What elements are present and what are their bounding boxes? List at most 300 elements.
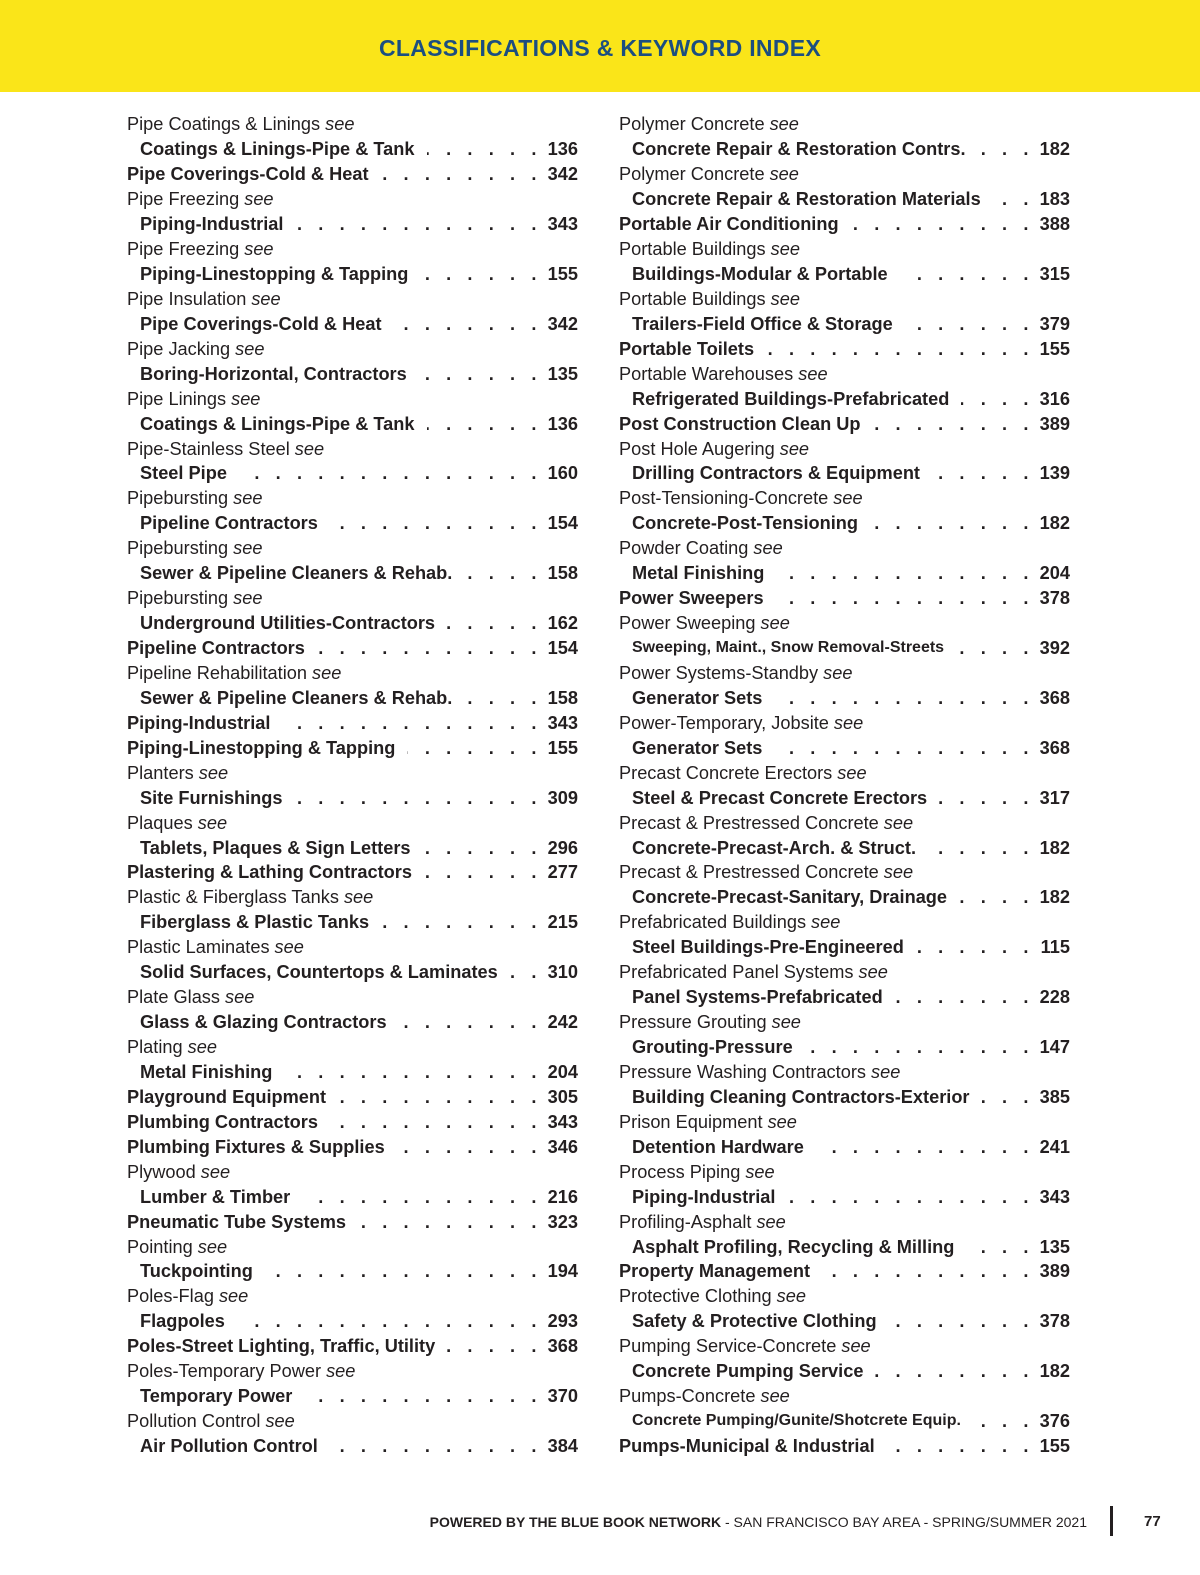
dot-leader xyxy=(959,888,1034,906)
dot-leader xyxy=(822,1262,1034,1280)
index-target-entry xyxy=(619,735,1070,760)
index-term: Pneumatic Tube Systems xyxy=(127,1211,346,1232)
index-target-entry xyxy=(127,835,578,860)
dot-leader xyxy=(816,1138,1034,1156)
index-term: Coatings & Linings-Pipe & Tank xyxy=(140,139,415,160)
index-target-entry xyxy=(127,361,578,386)
index-term: Concrete-Post-Tensioning xyxy=(632,513,859,534)
index-main-entry xyxy=(619,1434,1070,1459)
index-term: Property Management xyxy=(619,1261,811,1282)
dot-leader xyxy=(875,1362,1034,1380)
index-main-entry xyxy=(127,1134,578,1159)
see-label: see xyxy=(218,1286,249,1307)
index-term: Pollution Control xyxy=(127,1411,261,1432)
index-reference-entry xyxy=(619,760,1070,785)
index-target-entry xyxy=(619,137,1070,162)
index-term: Pipe-Stainless Steel xyxy=(127,438,290,459)
see-label: see xyxy=(870,1061,901,1082)
dot-leader xyxy=(381,165,542,183)
dot-leader xyxy=(932,464,1034,482)
index-reference-entry xyxy=(127,885,578,910)
dot-leader xyxy=(766,340,1034,358)
index-target-entry xyxy=(619,1234,1070,1259)
index-reference-entry xyxy=(619,910,1070,935)
page-reference: 378 xyxy=(1039,588,1070,609)
page-reference: 242 xyxy=(547,1012,578,1033)
index-term: Generator Sets xyxy=(632,687,763,708)
index-term: Panel Systems-Prefabricated xyxy=(632,987,883,1008)
see-label: see xyxy=(745,1161,775,1182)
index-target-entry xyxy=(127,411,578,436)
page-reference: 368 xyxy=(1039,687,1070,708)
dot-leader xyxy=(787,1188,1034,1206)
page-reference: 378 xyxy=(1039,1311,1070,1332)
index-target-entry xyxy=(619,935,1070,960)
see-label: see xyxy=(823,662,853,683)
page-reference: 342 xyxy=(547,313,578,334)
index-term: Pumps-Municipal & Industrial xyxy=(619,1436,875,1457)
see-label: see xyxy=(198,762,229,783)
index-reference-entry xyxy=(127,760,578,785)
index-main-entry xyxy=(619,1259,1070,1284)
see-label: see xyxy=(325,114,355,135)
page-reference: 376 xyxy=(1039,1411,1070,1432)
index-term: Piping-Linestopping & Tapping xyxy=(140,263,409,284)
index-reference-entry xyxy=(619,611,1070,636)
see-label: see xyxy=(343,887,374,908)
dot-leader xyxy=(851,215,1034,233)
index-term: Precast & Prestressed Concrete xyxy=(619,862,879,883)
index-reference-entry xyxy=(619,810,1070,835)
index-term: Plumbing Contractors xyxy=(127,1111,318,1132)
index-term: Portable Air Conditioning xyxy=(619,214,839,235)
page-reference: 315 xyxy=(1039,263,1070,284)
index-target-entry xyxy=(619,835,1070,860)
page-reference: 136 xyxy=(547,139,578,160)
page-reference: 384 xyxy=(547,1436,578,1457)
index-term: Prefabricated Buildings xyxy=(619,912,807,933)
page-reference: 162 xyxy=(547,613,578,634)
index-reference-entry xyxy=(619,1159,1070,1184)
index-reference-entry xyxy=(127,386,578,411)
index-reference-entry xyxy=(619,536,1070,561)
index-term: Power-Temporary, Jobsite xyxy=(619,712,829,733)
page-reference: 135 xyxy=(547,363,578,384)
dot-leader xyxy=(284,1063,542,1081)
index-target-entry xyxy=(127,1309,578,1334)
index-reference-entry xyxy=(127,287,578,312)
index-target-entry xyxy=(127,312,578,337)
index-reference-entry xyxy=(619,661,1070,686)
index-term: Power Systems-Standby xyxy=(619,662,819,683)
index-term: Pipeline Contractors xyxy=(127,638,305,659)
index-target-entry xyxy=(619,686,1070,711)
index-term: Plate Glass xyxy=(127,987,220,1008)
index-term: Portable Toilets xyxy=(619,338,755,359)
page-reference: 346 xyxy=(547,1136,578,1157)
page-reference: 368 xyxy=(1039,737,1070,758)
index-reference-entry xyxy=(127,935,578,960)
page-reference: 385 xyxy=(1039,1086,1070,1107)
dot-leader xyxy=(966,1238,1034,1256)
index-term: Plastic Laminates xyxy=(127,937,270,958)
see-label: see xyxy=(274,937,304,958)
dot-leader xyxy=(905,315,1034,333)
index-reference-entry xyxy=(127,586,578,611)
index-main-entry xyxy=(127,735,578,760)
index-reference-entry xyxy=(127,985,578,1010)
index-term: Power Sweepers xyxy=(619,588,764,609)
index-term: Protective Clothing xyxy=(619,1286,772,1307)
index-term: Post Hole Augering xyxy=(619,438,775,459)
index-term: Polymer Concrete xyxy=(619,114,765,135)
index-reference-entry xyxy=(619,1060,1070,1085)
page-reference: 204 xyxy=(1039,563,1070,584)
index-reference-entry xyxy=(127,187,578,212)
see-label: see xyxy=(883,862,914,883)
see-label: see xyxy=(326,1361,356,1382)
page-reference: 342 xyxy=(547,164,578,185)
index-term: Site Furnishings xyxy=(140,787,283,808)
see-label: see xyxy=(244,239,274,260)
see-label: see xyxy=(771,1012,801,1033)
page-reference: 317 xyxy=(1039,787,1070,808)
index-term: Generator Sets xyxy=(632,737,763,758)
page-reference: 388 xyxy=(1039,214,1070,235)
see-label: see xyxy=(798,363,828,384)
page-reference: 241 xyxy=(1039,1136,1070,1157)
index-term: Power Sweeping xyxy=(619,613,756,634)
page-reference: 204 xyxy=(547,1061,578,1082)
see-label: see xyxy=(265,1411,295,1432)
dot-leader xyxy=(895,988,1034,1006)
index-term: Plywood xyxy=(127,1161,196,1182)
dot-leader xyxy=(294,789,542,807)
dot-leader xyxy=(447,1337,542,1355)
dot-leader xyxy=(330,1437,542,1455)
index-term: Temporary Power xyxy=(140,1386,293,1407)
index-target-entry xyxy=(619,636,1070,661)
index-reference-entry xyxy=(619,112,1070,137)
index-term: Drilling Contractors & Equipment xyxy=(632,463,920,484)
see-label: see xyxy=(769,164,799,185)
page-reference: 147 xyxy=(1039,1037,1070,1058)
index-term: Pipe Insulation xyxy=(127,288,247,309)
index-target-entry xyxy=(619,262,1070,287)
see-label: see xyxy=(767,1111,797,1132)
index-term: Boring-Horizontal, Contractors xyxy=(140,363,407,384)
index-reference-entry xyxy=(127,810,578,835)
index-main-entry xyxy=(127,711,578,736)
dot-leader xyxy=(464,689,542,707)
index-main-entry xyxy=(619,212,1070,237)
index-target-entry xyxy=(619,187,1070,212)
index-target-entry xyxy=(127,611,578,636)
index-target-entry xyxy=(619,386,1070,411)
page-reference: 323 xyxy=(547,1211,578,1232)
index-reference-entry xyxy=(619,1284,1070,1309)
dot-leader xyxy=(447,614,542,632)
index-term: Post Construction Clean Up xyxy=(619,413,861,434)
index-term: Pipe Coverings-Cold & Heat xyxy=(127,164,369,185)
dot-leader xyxy=(397,1138,542,1156)
index-term: Trailers-Field Office & Storage xyxy=(632,313,893,334)
dot-leader xyxy=(978,140,1035,158)
page-reference: 160 xyxy=(547,463,578,484)
page-title: CLASSIFICATIONS & KEYWORD INDEX xyxy=(378,34,822,61)
index-target-entry xyxy=(127,137,578,162)
page-reference: 216 xyxy=(547,1186,578,1207)
page-reference: 135 xyxy=(1039,1236,1070,1257)
index-term: Profiling-Asphalt xyxy=(619,1211,752,1232)
index-term: Buildings-Modular & Portable xyxy=(632,263,888,284)
dot-leader xyxy=(317,639,542,657)
see-label: see xyxy=(235,338,265,359)
dot-leader xyxy=(956,639,1034,657)
page-reference: 293 xyxy=(547,1311,578,1332)
index-reference-entry xyxy=(619,162,1070,187)
dot-leader xyxy=(302,1188,542,1206)
index-reference-entry xyxy=(127,1035,578,1060)
dot-leader xyxy=(394,315,542,333)
page-reference: 343 xyxy=(1039,1186,1070,1207)
index-target-entry xyxy=(619,1085,1070,1110)
index-target-entry xyxy=(127,511,578,536)
page-reference: 182 xyxy=(1039,837,1070,858)
dot-leader xyxy=(900,265,1034,283)
index-reference-entry xyxy=(127,1359,578,1384)
see-label: see xyxy=(753,538,783,559)
index-main-entry xyxy=(127,162,578,187)
index-column-left xyxy=(127,112,578,1459)
index-term: Post-Tensioning-Concrete xyxy=(619,488,829,509)
dot-leader xyxy=(982,1088,1034,1106)
index-term: Air Pollution Control xyxy=(140,1436,318,1457)
footer-divider xyxy=(1110,1506,1113,1536)
index-reference-entry xyxy=(127,436,578,461)
dot-leader xyxy=(239,464,542,482)
see-label: see xyxy=(231,388,261,409)
index-reference-entry xyxy=(127,536,578,561)
index-target-entry xyxy=(619,1409,1070,1434)
index-term: Concrete Repair & Restoration Materials xyxy=(632,189,981,210)
page-reference: 194 xyxy=(547,1261,578,1282)
page-reference: 343 xyxy=(547,214,578,235)
see-label: see xyxy=(770,239,800,260)
see-label: see xyxy=(837,762,867,783)
index-term: Poles-Street Lighting, Traffic, Utility xyxy=(127,1336,436,1357)
dot-leader xyxy=(399,1013,542,1031)
page-reference: 296 xyxy=(547,837,578,858)
index-term: Flagpoles xyxy=(140,1311,225,1332)
dot-leader xyxy=(427,415,542,433)
see-label: see xyxy=(200,1161,231,1182)
index-column-right xyxy=(619,112,1070,1459)
dot-leader xyxy=(265,1262,542,1280)
dot-leader xyxy=(870,514,1034,532)
index-term: Solid Surfaces, Countertops & Laminates xyxy=(140,962,498,983)
index-term: Pipeline Rehabilitation xyxy=(127,662,307,683)
index-term: Pressure Grouting xyxy=(619,1012,767,1033)
index-term: Playground Equipment xyxy=(127,1086,327,1107)
index-target-entry xyxy=(619,461,1070,486)
page-reference: 389 xyxy=(1039,1261,1070,1282)
index-term: Pressure Washing Contractors xyxy=(619,1061,866,1082)
index-term: Plating xyxy=(127,1037,183,1058)
see-label: see xyxy=(294,438,325,459)
see-label: see xyxy=(251,288,281,309)
index-target-entry xyxy=(619,561,1070,586)
dot-leader xyxy=(805,1038,1034,1056)
page-reference: 368 xyxy=(547,1336,578,1357)
index-term: Planters xyxy=(127,762,194,783)
index-term: Poles-Flag xyxy=(127,1286,214,1307)
index-term: Plastering & Lathing Contractors xyxy=(127,862,412,883)
see-label: see xyxy=(311,662,342,683)
index-reference-entry xyxy=(619,486,1070,511)
index-term: Pointing xyxy=(127,1236,193,1257)
index-term: Tuckpointing xyxy=(140,1261,253,1282)
page-reference: 158 xyxy=(547,563,578,584)
dot-leader xyxy=(295,215,542,233)
see-label: see xyxy=(858,962,888,983)
index-term: Pipeline Contractors xyxy=(140,513,318,534)
index-reference-entry xyxy=(619,1334,1070,1359)
page-reference: 370 xyxy=(547,1386,578,1407)
page-reference: 158 xyxy=(547,687,578,708)
index-term: Piping-Linestopping & Tapping xyxy=(127,737,396,758)
page-reference: 155 xyxy=(547,263,578,284)
index-term: Process Piping xyxy=(619,1161,741,1182)
page-reference: 154 xyxy=(547,513,578,534)
dot-leader xyxy=(419,365,542,383)
index-term: Metal Finishing xyxy=(140,1061,273,1082)
header-band xyxy=(0,0,1200,92)
index-main-entry xyxy=(619,411,1070,436)
index-term: Concrete Pumping/Gunite/Shotcrete Equip. xyxy=(632,1412,961,1430)
index-main-entry xyxy=(127,1085,578,1110)
page-reference: 139 xyxy=(1039,463,1070,484)
see-label: see xyxy=(187,1037,217,1058)
page-reference: 155 xyxy=(1039,1436,1070,1457)
index-reference-entry xyxy=(619,1209,1070,1234)
page-reference: 154 xyxy=(547,638,578,659)
index-term: Pipe Coatings & Linings xyxy=(127,114,321,135)
index-target-entry xyxy=(619,511,1070,536)
index-term: Plaques xyxy=(127,812,193,833)
page-reference: 182 xyxy=(1039,1361,1070,1382)
index-target-entry xyxy=(127,1434,578,1459)
index-reference-entry xyxy=(619,237,1070,262)
dot-leader xyxy=(776,564,1034,582)
index-target-entry xyxy=(127,960,578,985)
page-reference: 228 xyxy=(1039,987,1070,1008)
index-main-entry xyxy=(127,1209,578,1234)
index-reference-entry xyxy=(127,661,578,686)
index-target-entry xyxy=(127,262,578,287)
page-reference: 379 xyxy=(1039,313,1070,334)
page-reference: 155 xyxy=(1039,338,1070,359)
index-term: Polymer Concrete xyxy=(619,164,765,185)
index-term: Precast & Prestressed Concrete xyxy=(619,812,879,833)
index-term: Coatings & Linings-Pipe & Tank xyxy=(140,413,415,434)
index-term: Plumbing Fixtures & Supplies xyxy=(127,1136,385,1157)
see-label: see xyxy=(776,1286,806,1307)
see-label: see xyxy=(233,588,263,609)
dot-leader xyxy=(887,1437,1034,1455)
dot-leader xyxy=(928,839,1034,857)
index-reference-entry xyxy=(127,1409,578,1434)
footer-credit xyxy=(430,1514,1087,1530)
index-term: Concrete Repair & Restoration Contrs. xyxy=(632,139,966,160)
page-reference: 343 xyxy=(547,1111,578,1132)
see-label: see xyxy=(756,1211,786,1232)
see-label: see xyxy=(197,812,228,833)
index-target-entry xyxy=(127,785,578,810)
index-target-entry xyxy=(619,1359,1070,1384)
index-term: Prefabricated Panel Systems xyxy=(619,962,854,983)
page-reference: 155 xyxy=(547,737,578,758)
dot-leader xyxy=(464,564,542,582)
index-term: Refrigerated Buildings-Prefabricated xyxy=(632,388,950,409)
dot-leader xyxy=(237,1312,542,1330)
dot-leader xyxy=(330,1113,542,1131)
index-reference-entry xyxy=(127,336,578,361)
index-term: Steel & Precast Concrete Erectors xyxy=(632,787,928,808)
see-label: see xyxy=(244,189,274,210)
index-term: Sewer & Pipeline Cleaners & Rehab. xyxy=(140,687,453,708)
index-target-entry xyxy=(619,885,1070,910)
index-term: Pipe Freezing xyxy=(127,189,240,210)
footer-edition: - SAN FRANCISCO BAY AREA - SPRING/SUMMER 2021 xyxy=(721,1514,1087,1530)
see-label: see xyxy=(225,987,255,1008)
page-reference: 309 xyxy=(547,787,578,808)
page-reference: 310 xyxy=(547,962,578,983)
footer-brand: POWERED BY THE BLUE BOOK NETWORK xyxy=(429,1514,722,1530)
see-label: see xyxy=(233,488,263,509)
index-main-entry xyxy=(619,586,1070,611)
index-term: Prison Equipment xyxy=(619,1111,763,1132)
index-target-entry xyxy=(619,1134,1070,1159)
index-reference-entry xyxy=(619,436,1070,461)
page-reference: 136 xyxy=(547,413,578,434)
index-term: Metal Finishing xyxy=(632,563,765,584)
dot-leader xyxy=(381,913,542,931)
index-term: Pipe Linings xyxy=(127,388,227,409)
dot-leader xyxy=(916,938,1034,956)
page-reference: 115 xyxy=(1040,937,1070,958)
index-term: Grouting-Pressure xyxy=(632,1037,793,1058)
index-term: Pumps-Concrete xyxy=(619,1386,756,1407)
index-term: Detention Hardware xyxy=(632,1136,804,1157)
dot-leader xyxy=(889,1312,1034,1330)
index-target-entry xyxy=(619,985,1070,1010)
index-target-entry xyxy=(127,1010,578,1035)
index-reference-entry xyxy=(127,237,578,262)
page-reference: 343 xyxy=(547,712,578,733)
see-label: see xyxy=(760,1386,790,1407)
index-reference-entry xyxy=(127,486,578,511)
index-reference-entry xyxy=(619,860,1070,885)
index-target-entry xyxy=(127,461,578,486)
page-reference: 305 xyxy=(547,1086,578,1107)
dot-leader xyxy=(510,963,542,981)
index-main-entry xyxy=(127,1334,578,1359)
see-label: see xyxy=(769,114,799,135)
index-main-entry xyxy=(127,1110,578,1135)
index-reference-entry xyxy=(619,287,1070,312)
dot-leader xyxy=(420,265,542,283)
